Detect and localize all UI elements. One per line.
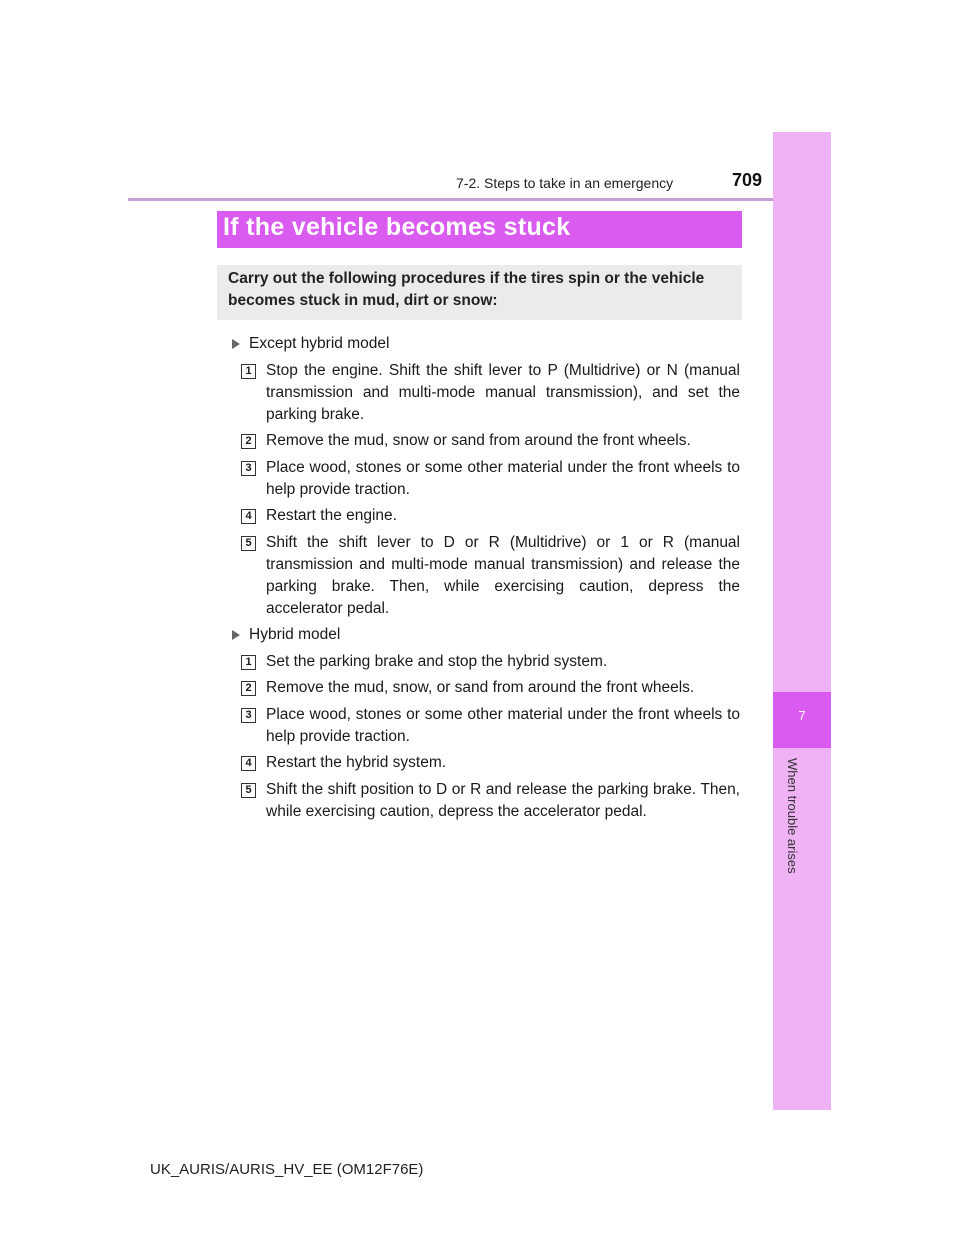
step-text: Place wood, stones or some other material under the front wheels to help provide traction. <box>266 458 740 498</box>
chapter-label: When trouble arises <box>785 758 800 874</box>
step-number-box: 1 <box>241 655 256 670</box>
step-item <box>230 677 740 699</box>
procedure-group-except-hybrid <box>230 333 740 620</box>
section-title: If the vehicle becomes stuck <box>223 213 571 241</box>
step-item <box>230 457 740 501</box>
step-text: Remove the mud, snow or sand from around the front wheels. <box>266 432 691 449</box>
step-number-box: 4 <box>241 509 256 524</box>
intro-text: Carry out the following procedures if the tires spin or the vehicle becomes stuck in mud, dirt or snow: <box>228 270 705 309</box>
step-item <box>230 360 740 426</box>
step-item <box>230 532 740 620</box>
step-number-box: 3 <box>241 708 256 723</box>
intro-box <box>217 265 742 320</box>
triangle-bullet-icon <box>232 630 240 640</box>
step-text: Restart the hybrid system. <box>266 754 447 771</box>
step-number-box: 4 <box>241 756 256 771</box>
page-number: 709 <box>732 170 763 190</box>
step-text: Stop the engine. Shift the shift lever to P (Multidrive) or N (manual transmission and multi-mode manual transmission), and set the parking brake. <box>266 361 740 423</box>
step-number-box: 2 <box>241 681 256 696</box>
header-section-title: 7-2. Steps to take in an emergency <box>456 175 674 191</box>
step-number-box: 1 <box>241 364 256 379</box>
step-item <box>230 752 740 774</box>
header-divider <box>128 198 831 201</box>
step-item <box>230 651 740 673</box>
step-text: Restart the engine. <box>266 507 397 524</box>
step-item <box>230 430 740 452</box>
group-label: Except hybrid model <box>249 335 390 352</box>
step-text: Place wood, stones or some other material under the front wheels to help provide traction. <box>266 705 740 745</box>
footer-model-code: UK_AURIS/AURIS_HV_EE (OM12F76E) <box>150 1161 424 1178</box>
step-text: Shift the shift position to D or R and release the parking brake. Then, while exercising caution, depress the accelerator pedal. <box>266 780 740 820</box>
step-item <box>230 704 740 748</box>
step-number-box: 5 <box>241 783 256 798</box>
procedure-content <box>230 333 740 827</box>
chapter-side-tab <box>773 132 831 1110</box>
section-title-bar <box>217 211 742 248</box>
step-item <box>230 779 740 823</box>
step-text: Shift the shift lever to D or R (Multidrive) or 1 or R (manual transmission and multi-mode manual transmission) and release the parking brake. Then, while exercising caution, depress the accelerator pedal. <box>266 533 740 617</box>
step-item <box>230 505 740 527</box>
step-number-box: 5 <box>241 536 256 551</box>
chapter-number-tab: 7 <box>773 692 831 748</box>
step-number-box: 3 <box>241 461 256 476</box>
group-heading <box>230 333 740 355</box>
step-text: Set the parking brake and stop the hybrid system. <box>266 652 608 670</box>
step-number-box: 2 <box>241 434 256 449</box>
group-label: Hybrid model <box>249 626 341 643</box>
triangle-bullet-icon <box>232 339 240 349</box>
step-text: Remove the mud, snow, or sand from around the front wheels. <box>266 679 695 696</box>
group-heading <box>230 624 740 646</box>
procedure-group-hybrid <box>230 624 740 823</box>
